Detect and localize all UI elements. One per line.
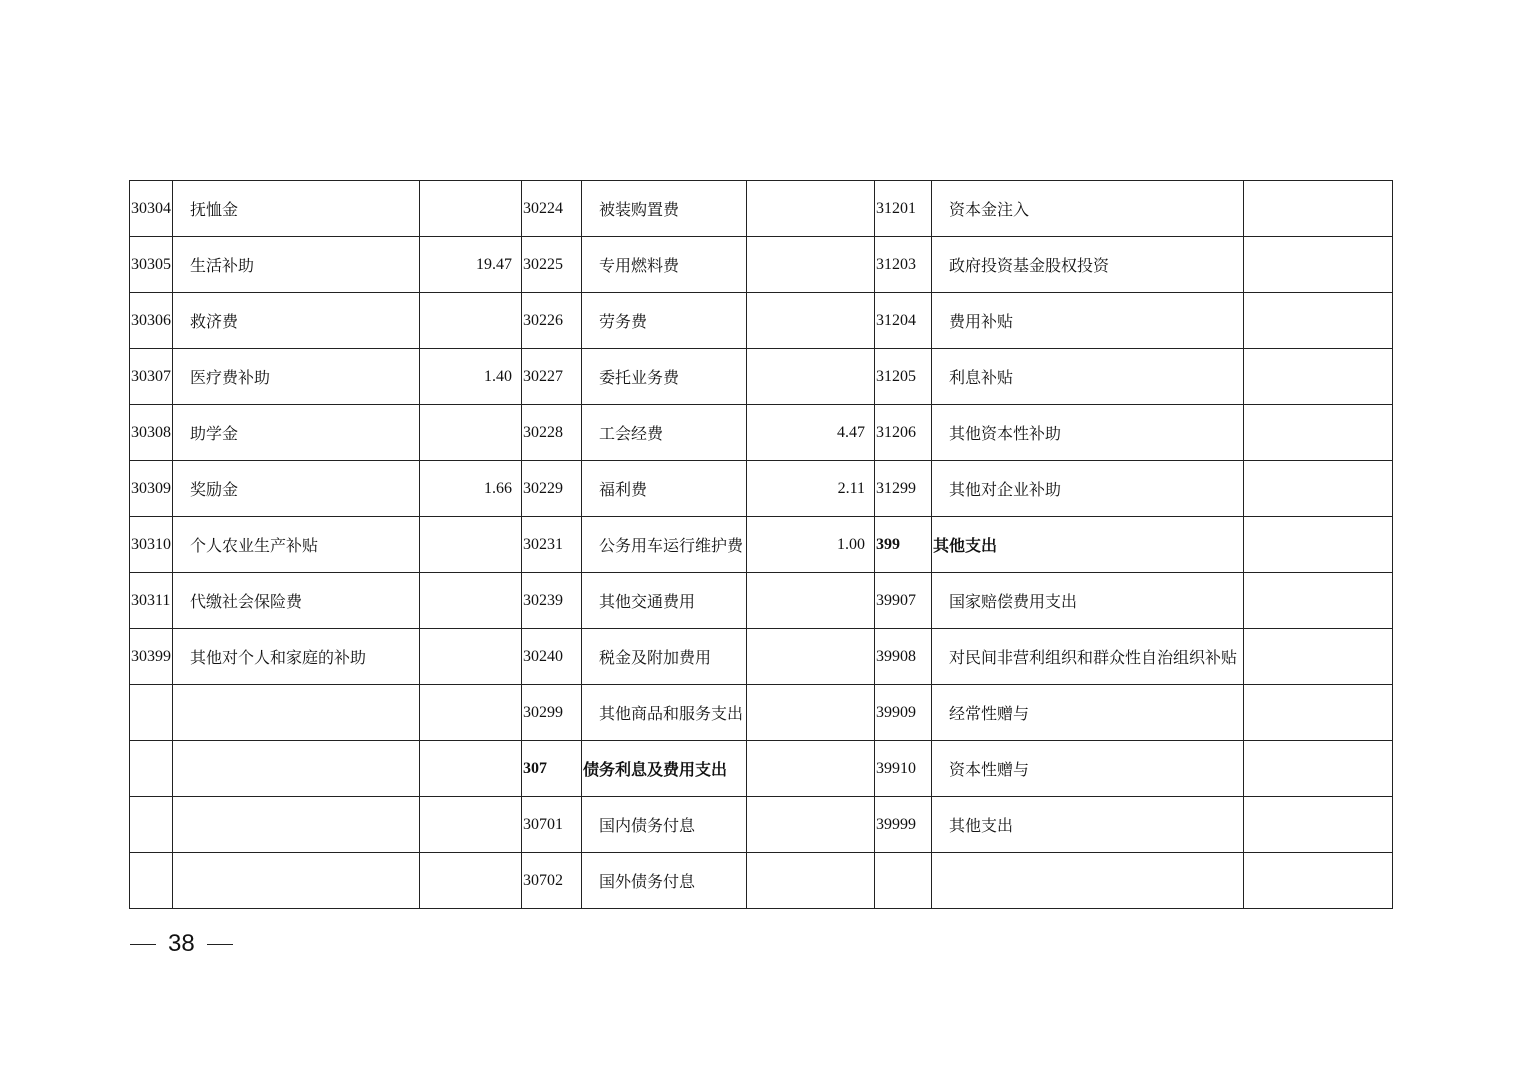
item-amount-cell [1244,629,1393,685]
item-name-cell: 劳务费 [582,293,747,349]
table-row [130,741,1393,797]
table-row [130,853,1393,909]
table-row [130,629,1393,685]
item-name-cell: 国家赔偿费用支出 [932,573,1244,629]
item-code-cell: 30305 [130,237,173,293]
item-code-cell: 31201 [875,181,932,237]
item-name-cell: 被装购置费 [582,181,747,237]
item-amount-cell [1244,461,1393,517]
table-row [130,237,1393,293]
item-code-cell: 31203 [875,237,932,293]
item-code-cell: 39999 [875,797,932,853]
item-name-cell: 福利费 [582,461,747,517]
item-amount-cell [1244,517,1393,573]
item-name-cell: 其他支出 [932,797,1244,853]
item-code-cell: 31206 [875,405,932,461]
item-amount-cell: 4.47 [747,405,875,461]
item-code-cell: 30227 [522,349,582,405]
item-name-cell [932,853,1244,909]
item-name-cell: 政府投资基金股权投资 [932,237,1244,293]
footer-dash-right [207,944,233,945]
item-name-cell [173,741,420,797]
item-amount-cell [747,293,875,349]
item-name-cell: 对民间非营利组织和群众性自治组织补贴 [932,629,1244,685]
item-amount-cell [747,685,875,741]
item-code-cell: 30229 [522,461,582,517]
item-amount-cell [420,629,522,685]
table-row [130,293,1393,349]
item-amount-cell [1244,797,1393,853]
table-row [130,685,1393,741]
page-number: 38 [168,930,195,957]
item-amount-cell: 19.47 [420,237,522,293]
item-name-cell: 其他支出 [932,517,1244,573]
table-row [130,405,1393,461]
item-name-cell [173,685,420,741]
table-row [130,797,1393,853]
item-code-cell [130,741,173,797]
item-code-cell: 30304 [130,181,173,237]
item-code-cell: 30310 [130,517,173,573]
item-amount-cell: 1.66 [420,461,522,517]
item-code-cell: 39907 [875,573,932,629]
item-code-cell: 30308 [130,405,173,461]
item-name-cell: 医疗费补助 [173,349,420,405]
item-code-cell: 39910 [875,741,932,797]
item-name-cell: 其他交通费用 [582,573,747,629]
item-amount-cell [420,741,522,797]
item-code-cell: 30231 [522,517,582,573]
item-code-cell: 30702 [522,853,582,909]
item-code-cell: 30399 [130,629,173,685]
item-name-cell: 奖励金 [173,461,420,517]
item-code-cell: 399 [875,517,932,573]
item-name-cell: 经常性赠与 [932,685,1244,741]
table-body [130,181,1393,909]
item-name-cell: 利息补贴 [932,349,1244,405]
item-code-cell: 307 [522,741,582,797]
page-footer [130,930,233,958]
item-name-cell: 生活补助 [173,237,420,293]
item-amount-cell: 1.00 [747,517,875,573]
item-name-cell: 救济费 [173,293,420,349]
item-code-cell: 30224 [522,181,582,237]
item-name-cell: 工会经费 [582,405,747,461]
item-amount-cell [1244,741,1393,797]
item-amount-cell [420,517,522,573]
item-amount-cell [420,853,522,909]
item-name-cell: 资本性赠与 [932,741,1244,797]
item-name-cell: 其他对企业补助 [932,461,1244,517]
item-amount-cell [747,237,875,293]
item-name-cell [173,853,420,909]
item-amount-cell [747,741,875,797]
item-code-cell: 30306 [130,293,173,349]
item-amount-cell [747,349,875,405]
item-name-cell: 其他商品和服务支出 [582,685,747,741]
item-amount-cell [1244,573,1393,629]
item-name-cell: 国外债务付息 [582,853,747,909]
item-name-cell: 代缴社会保险费 [173,573,420,629]
item-code-cell [130,797,173,853]
item-amount-cell [420,405,522,461]
item-amount-cell [747,573,875,629]
table-row [130,349,1393,405]
item-code-cell: 31204 [875,293,932,349]
budget-table [129,180,1393,909]
item-name-cell: 公务用车运行维护费 [582,517,747,573]
item-code-cell: 30225 [522,237,582,293]
item-amount-cell [1244,405,1393,461]
item-amount-cell [747,181,875,237]
footer-dash-left [130,944,156,945]
item-amount-cell [420,685,522,741]
item-name-cell: 资本金注入 [932,181,1244,237]
item-code-cell: 31299 [875,461,932,517]
item-amount-cell: 1.40 [420,349,522,405]
table-row [130,517,1393,573]
item-code-cell: 30226 [522,293,582,349]
item-name-cell: 专用燃料费 [582,237,747,293]
item-name-cell: 费用补贴 [932,293,1244,349]
item-amount-cell [420,293,522,349]
item-code-cell: 30228 [522,405,582,461]
item-name-cell: 抚恤金 [173,181,420,237]
item-name-cell: 委托业务费 [582,349,747,405]
item-amount-cell [420,573,522,629]
item-name-cell: 税金及附加费用 [582,629,747,685]
item-code-cell: 31205 [875,349,932,405]
item-amount-cell [1244,181,1393,237]
item-code-cell: 30311 [130,573,173,629]
item-name-cell: 其他对个人和家庭的补助 [173,629,420,685]
item-code-cell [130,685,173,741]
item-code-cell: 39908 [875,629,932,685]
item-amount-cell [420,797,522,853]
item-code-cell: 30309 [130,461,173,517]
item-amount-cell [1244,685,1393,741]
item-amount-cell [747,853,875,909]
item-name-cell [173,797,420,853]
table-row [130,573,1393,629]
item-code-cell: 30299 [522,685,582,741]
item-amount-cell [420,181,522,237]
item-name-cell: 其他资本性补助 [932,405,1244,461]
item-amount-cell [747,629,875,685]
item-amount-cell: 2.11 [747,461,875,517]
item-code-cell: 30701 [522,797,582,853]
item-amount-cell [1244,349,1393,405]
item-amount-cell [1244,237,1393,293]
item-amount-cell [1244,293,1393,349]
item-amount-cell [747,797,875,853]
item-name-cell: 债务利息及费用支出 [582,741,747,797]
item-code-cell: 30239 [522,573,582,629]
item-amount-cell [1244,853,1393,909]
item-code-cell: 30307 [130,349,173,405]
table-row [130,181,1393,237]
item-code-cell [875,853,932,909]
item-code-cell: 39909 [875,685,932,741]
table-row [130,461,1393,517]
item-code-cell [130,853,173,909]
item-name-cell: 国内债务付息 [582,797,747,853]
item-code-cell: 30240 [522,629,582,685]
item-name-cell: 助学金 [173,405,420,461]
item-name-cell: 个人农业生产补贴 [173,517,420,573]
